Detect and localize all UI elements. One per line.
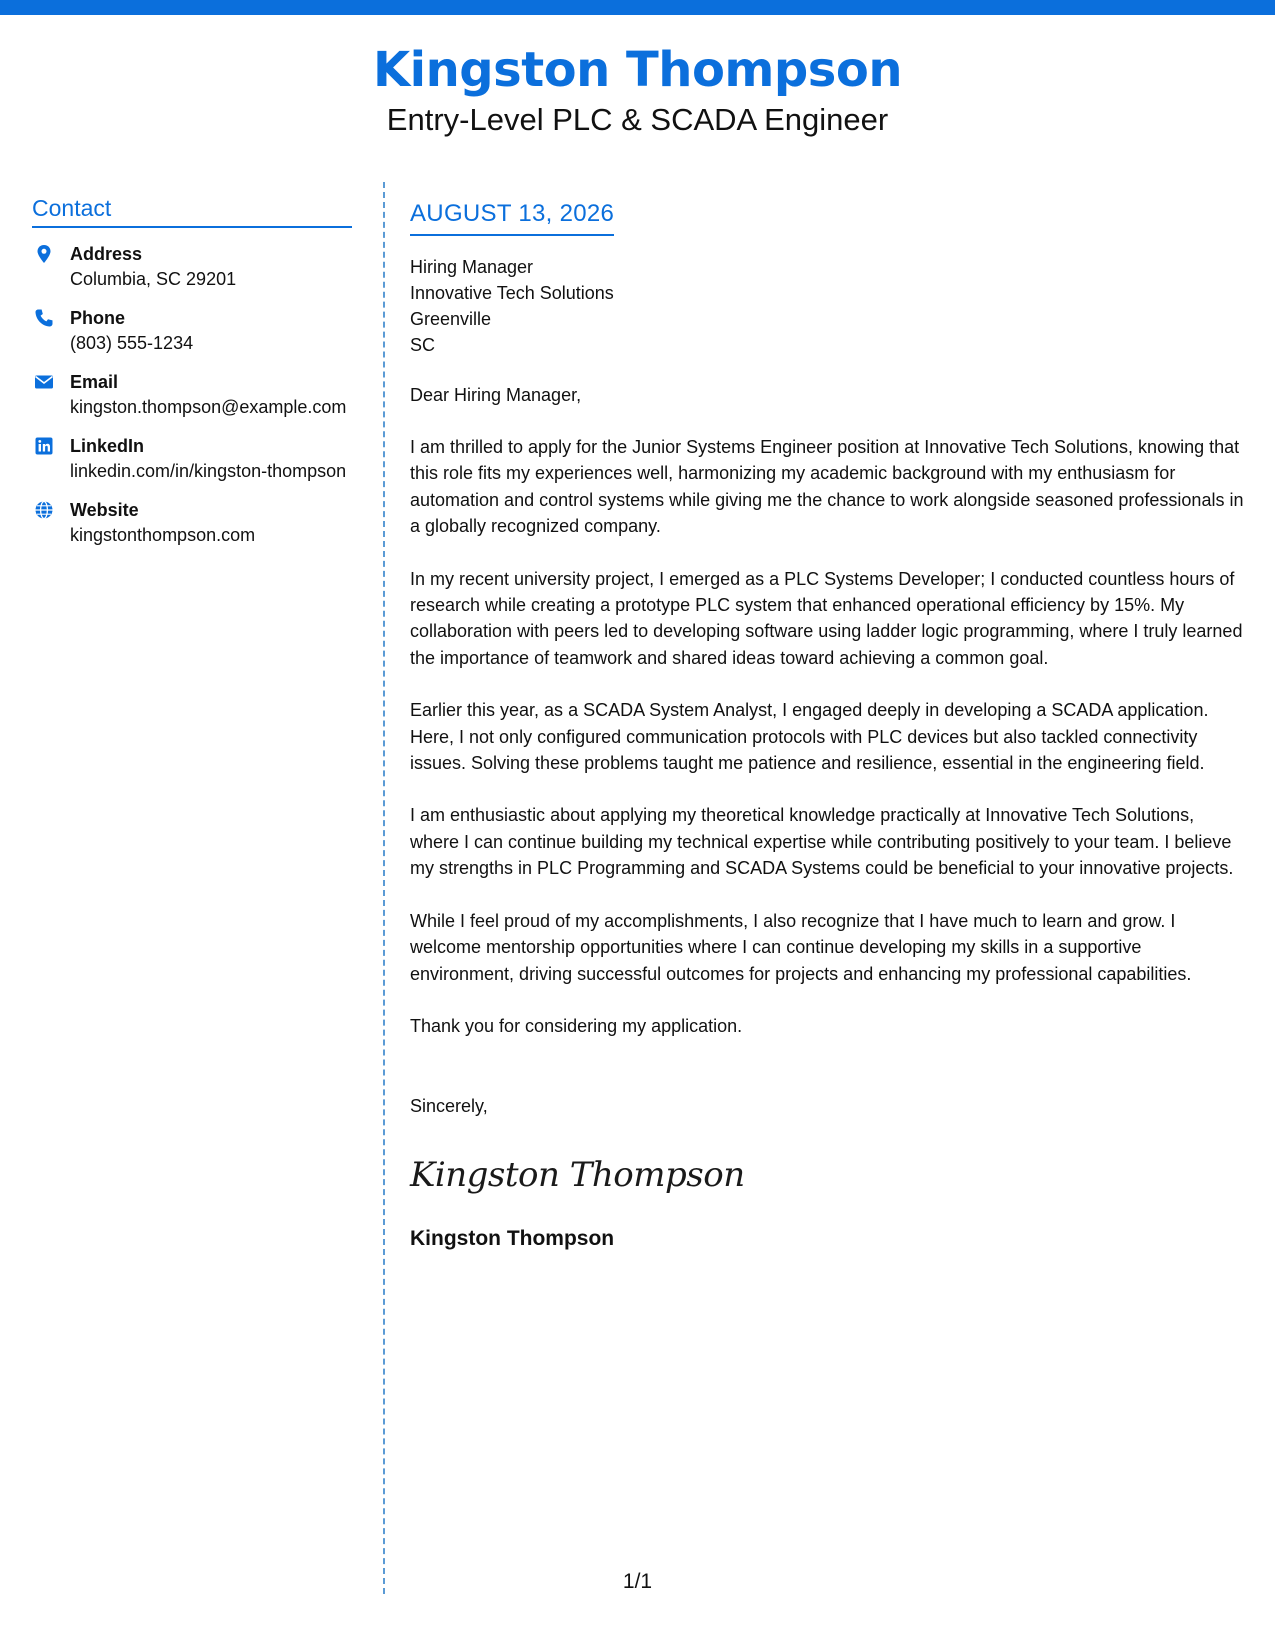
contact-item-address	[32, 242, 352, 292]
column-divider	[383, 182, 385, 1594]
contact-item-website	[32, 498, 352, 548]
body-paragraph: Earlier this year, as a SCADA System Analyst, I engaged deeply in developing a SCADA application. Here, I not only configured communication protocols with PLC devices but also tackled connectivity issues. Solving these problems taught me patience and resilience, essential in the engineering field.	[410, 700, 1209, 774]
globe-icon	[34, 500, 54, 520]
recipient-block	[410, 254, 1245, 358]
signer-name: Kingston Thompson	[410, 1227, 615, 1251]
handwritten-signature: Kingston Thompson	[410, 1155, 745, 1196]
recipient-line: Hiring Manager	[410, 257, 534, 277]
contact-label: Address	[70, 244, 143, 264]
recipient-line: Innovative Tech Solutions	[410, 283, 614, 303]
map-pin-icon	[34, 244, 54, 264]
letter-body	[410, 200, 1245, 1253]
contact-heading: Contact	[32, 195, 352, 228]
recipient-line: Greenville	[410, 309, 492, 329]
contact-item-linkedin	[32, 434, 352, 484]
body-paragraph: Thank you for considering my application.	[410, 1015, 743, 1036]
contact-label: Email	[70, 372, 119, 392]
body-paragraph: I am thrilled to apply for the Junior Systems Engineer position at Innovative Tech Solutions, knowing that this role fits my experiences well, harmonizing my academic background with my enthusiasm for automation and control systems while giving me the chance to work alongside seasoned professionals in a globally recognized company.	[410, 437, 1244, 537]
letter-header	[0, 40, 1275, 138]
top-accent-bar	[0, 0, 1275, 15]
body-paragraph: In my recent university project, I emerged as a PLC Systems Developer; I conducted countless hours of research while creating a prototype PLC system that enhanced operational efficiency by 15%. My collaboration with peers led to developing software using ladder logic programming, where I truly learned the importance of teamwork and shared ideas toward achieving a common goal.	[410, 568, 1243, 668]
contact-label: LinkedIn	[70, 436, 145, 456]
contact-value: (803) 555-1234	[70, 333, 194, 353]
applicant-name: Kingston Thompson	[372, 42, 903, 98]
contact-sidebar	[32, 195, 352, 562]
applicant-title: Entry-Level PLC & SCADA Engineer	[386, 102, 889, 137]
envelope-icon	[34, 372, 54, 392]
contact-item-phone	[32, 306, 352, 356]
closing-line: Sincerely,	[410, 1096, 488, 1117]
page-number: 1/1	[622, 1570, 653, 1593]
recipient-line: SC	[410, 335, 436, 355]
phone-icon	[34, 308, 54, 328]
letter-date: AUGUST 13, 2026	[410, 200, 614, 236]
contact-item-email	[32, 370, 352, 420]
body-paragraph: I am enthusiastic about applying my theoretical knowledge practically at Innovative Tech Solutions, where I can continue building my technical expertise while contributing positively to your team. I believe my strengths in PLC Programming and SCADA Systems could be beneficial to your innovative projects.	[410, 805, 1234, 879]
contact-value: Columbia, SC 29201	[70, 269, 237, 289]
contact-value: linkedin.com/in/kingston-thompson	[70, 461, 347, 481]
contact-label: Phone	[70, 308, 126, 328]
salutation: Dear Hiring Manager,	[410, 385, 582, 405]
body-paragraph: While I feel proud of my accomplishments, I also recognize that I have much to learn and grow. I welcome mentorship opportunities where I can continue developing my skills in a supportive environment, driving successful outcomes for projects and enhancing my professional capabilities.	[410, 910, 1192, 984]
contact-value: kingstonthompson.com	[70, 525, 256, 545]
contact-label: Website	[70, 500, 139, 520]
linkedin-icon	[34, 436, 54, 456]
contact-value: kingston.thompson@example.com	[70, 397, 347, 417]
